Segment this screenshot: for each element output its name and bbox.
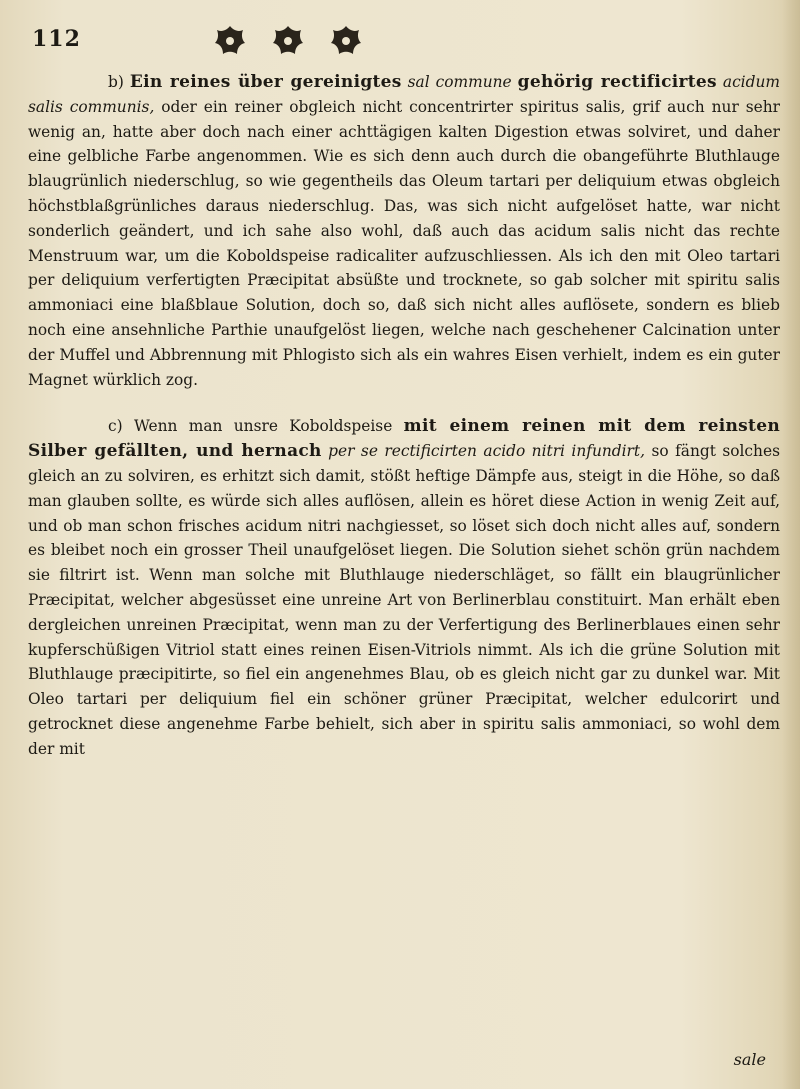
fleuron-icon (270, 23, 306, 59)
paragraph-b-marker: b) (108, 73, 124, 91)
paragraph-c-text: so fängt solches gleich an zu solviren, es erhitzt sich damit, stößt heftige Dämpfe aus, steigt in die Höhe, so daß man glauben sollte, es würde sich alles auflösen, allein es höret diese Action in wenig Zeit auf, und ob man schon frisches acidum nitri nachgiesset, so löset sich doch nicht alles auf, sondern es bleibet noch ein grosser Theil unaufgelöset liegen. Die Solution siehet schön grün nachdem sie filtrirt ist. Wenn man solche mit Bluthlauge niederschläget, so fällt ein blaugrünlicher Præcipitat, welcher abgesüsset eine unreine Art von Berlinerblau constituirt. Man erhält eben dergleichen unreinen Præcipitat, wenn man zu der Verfertigung des Berlinerblaues einen sehr kupferschüßigen Vitriol statt eines reinen Eisen-Vitriols nimmt. Als ich die grüne Solution mit Bluthlauge præcipitirte, so fiel ein angenehmes Blau, ob es gleich nicht gar zu dunkel war. Mit Oleo tartari per deliquium fiel ein schöner grüner Præcipitat, welcher edulcorirt und getrocknet diese angenehme Farbe behielt, sich aber in spiritu salis ammoniaci, so wohl dem der mit (28, 442, 780, 758)
paragraph-b-bold-2: gehörig rectificirtes (517, 72, 717, 92)
paragraph-c-bold-1: mit einem reinen mit dem reinsten Silber gefällten, und hernach (28, 416, 780, 462)
paragraph-c-latin-1: per se rectificirten acido nitri infundirt, (328, 442, 645, 461)
paragraph-c-lead: Wenn man unsre Koboldspeise (133, 417, 393, 436)
header-ornaments (212, 16, 412, 66)
catchword: sale (733, 1050, 766, 1069)
page-header (32, 16, 772, 66)
paragraph-b (28, 70, 780, 392)
paragraph-c-marker: c) (108, 417, 123, 436)
fleuron-icon (212, 23, 248, 59)
paragraph-b-latin-2: acidum salis communis, (28, 73, 780, 116)
paragraph-b-text: oder ein reiner obgleich nicht concentrirter spiritus salis, grif auch nur sehr wenig an, hatte aber doch nach einer achttägigen kalten Digestion etwas solviret, und daher eine gelbliche Farbe angenommen. Wie es sich denn auch durch die obangeführte Bluthlauge blaugrünlich niederschlug, so wie gegentheils das Oleum tartari per deliquium etwas obgleich höchstblaßgrünliches daraus niederschlug. Das, was sich nicht aufgelöset hatte, war nicht sonderlich geändert, und ich sahe also wohl, daß auch das acidum salis nicht das rechte Menstruum war, um die Koboldspeise radicaliter aufzuschliessen. Als ich den mit Oleo tartari per deliquium verfertigten Præcipitat absüßte und trocknete, so gab solcher mit spiritu salis ammoniaci eine blaßblaue Solution, doch so, daß sich nicht alles auflösete, sondern es blieb noch eine ansehnliche Parthie unaufgelöst liegen, welche nach geschehener Calcination unter der Muffel und Abbrennung mit Phlogisto sich als ein wahres Eisen verhielt, indem es ein guter Magnet würklich zog. (28, 97, 780, 389)
page-number: 112 (32, 26, 81, 52)
paragraph-c (28, 414, 780, 761)
fleuron-icon (328, 23, 364, 59)
paragraph-b-latin-1: sal commune (407, 73, 512, 91)
paragraph-b-lead: Ein reines über gereinigtes (129, 72, 402, 92)
page-edge-shadow (782, 0, 800, 1089)
body-text (28, 70, 780, 762)
